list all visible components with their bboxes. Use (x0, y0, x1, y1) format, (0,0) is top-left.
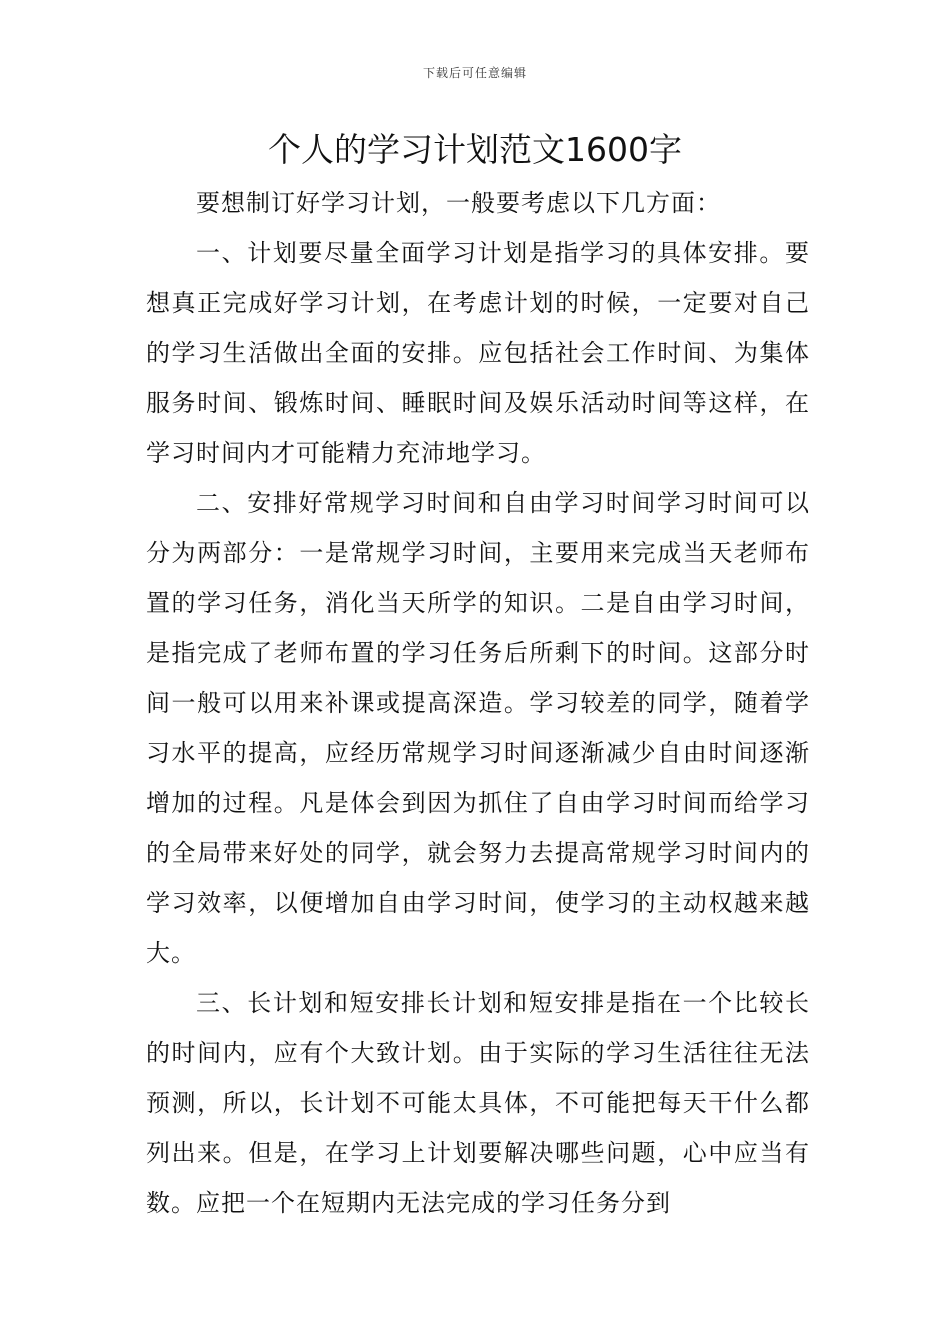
paragraph-section-3: 三、长计划和短安排长计划和短安排是指在一个比较长的时间内，应有个大致计划。由于实际的学习生活往往无法预测，所以，长计划不可能太具体，不可能把每天干什么都列出来。但是，在学习上计划要解决哪些问题，心中应当有数。应把一个在短期内无法完成的学习任务分到 (146, 989, 810, 1217)
paragraph-section-1: 一、计划要尽量全面学习计划是指学习的具体安排。要想真正完成好学习计划，在考虑计划的时候，一定要对自己的学习生活做出全面的安排。应包括社会工作时间、为集体服务时间、锻炼时间、睡眠时间及娱乐活动时间等这样，在学习时间内才可能精力充沛地学习。 (146, 239, 810, 467)
header-note: 下载后可任意编辑 (422, 66, 527, 80)
paragraph-intro: 要想制订好学习计划，一般要考虑以下几方面： (196, 189, 721, 217)
document-body (146, 178, 810, 1228)
page-title: 个人的学习计划范文1600字 (268, 130, 682, 169)
paragraph-section-2: 二、安排好常规学习时间和自由学习时间学习时间可以分为两部分：一是常规学习时间，主要用来完成当天老师布置的学习任务，消化当天所学的知识。二是自由学习时间，是指完成了老师布置的学习任务后所剩下的时间。这部分时间一般可以用来补课或提高深造。学习较差的同学，随着学习水平的提高，应经历常规学习时间逐渐减少自由时间逐渐增加的过程。凡是体会到因为抓住了自由学习时间而给学习的全局带来好处的同学，就会努力去提高常规学习时间内的学习效率，以便增加自由学习时间，使学习的主动权越来越大。 (146, 489, 810, 967)
